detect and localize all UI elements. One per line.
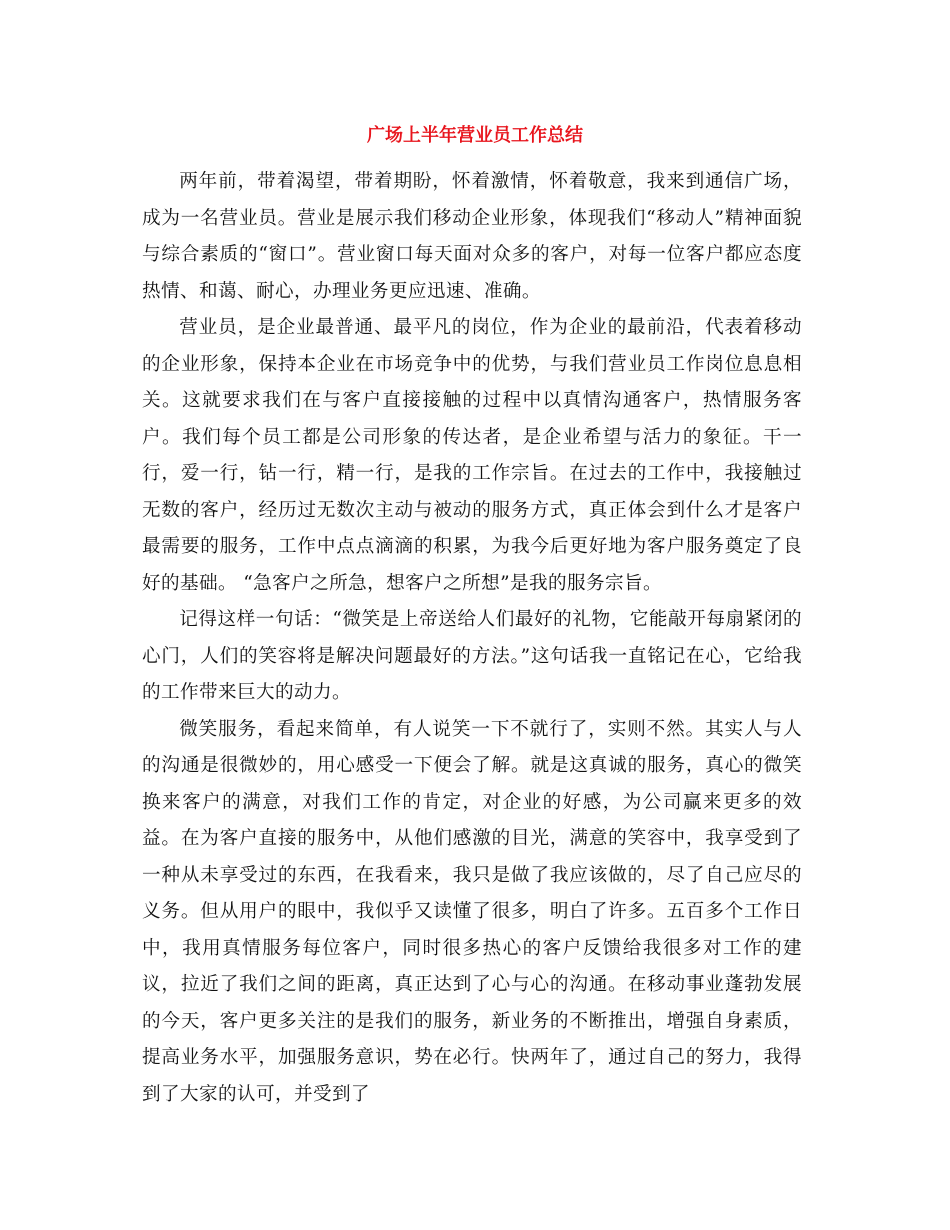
paragraph-2: 营业员，是企业最普通、最平凡的岗位，作为企业的最前沿，代表着移动的企业形象，保持本企业在市场竞争中的优势，与我们营业员工作岗位息息相关。这就要求我们在与客户直接接触的过程中以真情沟通客户，热情服务客户。我们每个员工都是公司形象的传达者，是企业希望与活力的象征。干一行，爱一行，钻一行，精一行，是我的工作宗旨。在过去的工作中，我接触过无数的客户，经历过无数次主动与被动的服务方式，真正体会到什么才是客户最需要的服务，工作中点点滴滴的积累，为我今后更好地为客户服务奠定了良好的基础。 “急客户之所急，想客户之所想”是我的服务宗旨。 (142, 317, 802, 594)
document-body (142, 164, 802, 1113)
document-title: 广场上半年营业员工作总结 (367, 125, 583, 146)
paragraph-4: 微笑服务，看起来简单，有人说笑一下不就行了，实则不然。其实人与人的沟通是很微妙的，用心感受一下便会了解。就是这真诚的服务，真心的微笑换来客户的满意，对我们工作的肯定，对企业的好感，为公司赢来更多的效益。在为客户直接的服务中，从他们感激的目光，满意的笑容中，我享受到了一种从未享受过的东西，在我看来，我只是做了我应该做的，尽了自己应尽的义务。但从用户的眼中，我似乎又读懂了很多，明白了许多。五百多个工作日中，我用真情服务每位客户，同时很多热心的客户反馈给我很多对工作的建议，拉近了我们之间的距离，真正达到了心与心的沟通。在移动事业蓬勃发展的今天，客户更多关注的是我们的服务，新业务的不断推出，增强自身素质，提高业务水平，加强服务意识，势在必行。快两年了，通过自己的努力，我得到了大家的认可，并受到了 (142, 718, 802, 1105)
paragraph-1: 两年前，带着渴望，带着期盼，怀着激情，怀着敬意，我来到通信广场，成为一名营业员。营业是展示我们移动企业形象，体现我们“移动人”精神面貌与综合素质的“窗口”。营业窗口每天面对众多的客户，对每一位客户都应态度热情、和蔼、耐心，办理业务更应迅速、准确。 (142, 171, 802, 302)
paragraph-3: 记得这样一句话：“微笑是上帝送给人们最好的礼物，它能敲开每扇紧闭的心门，人们的笑容将是解决问题最好的方法。”这句话我一直铭记在心，它给我的工作带来巨大的动力。 (142, 609, 802, 703)
